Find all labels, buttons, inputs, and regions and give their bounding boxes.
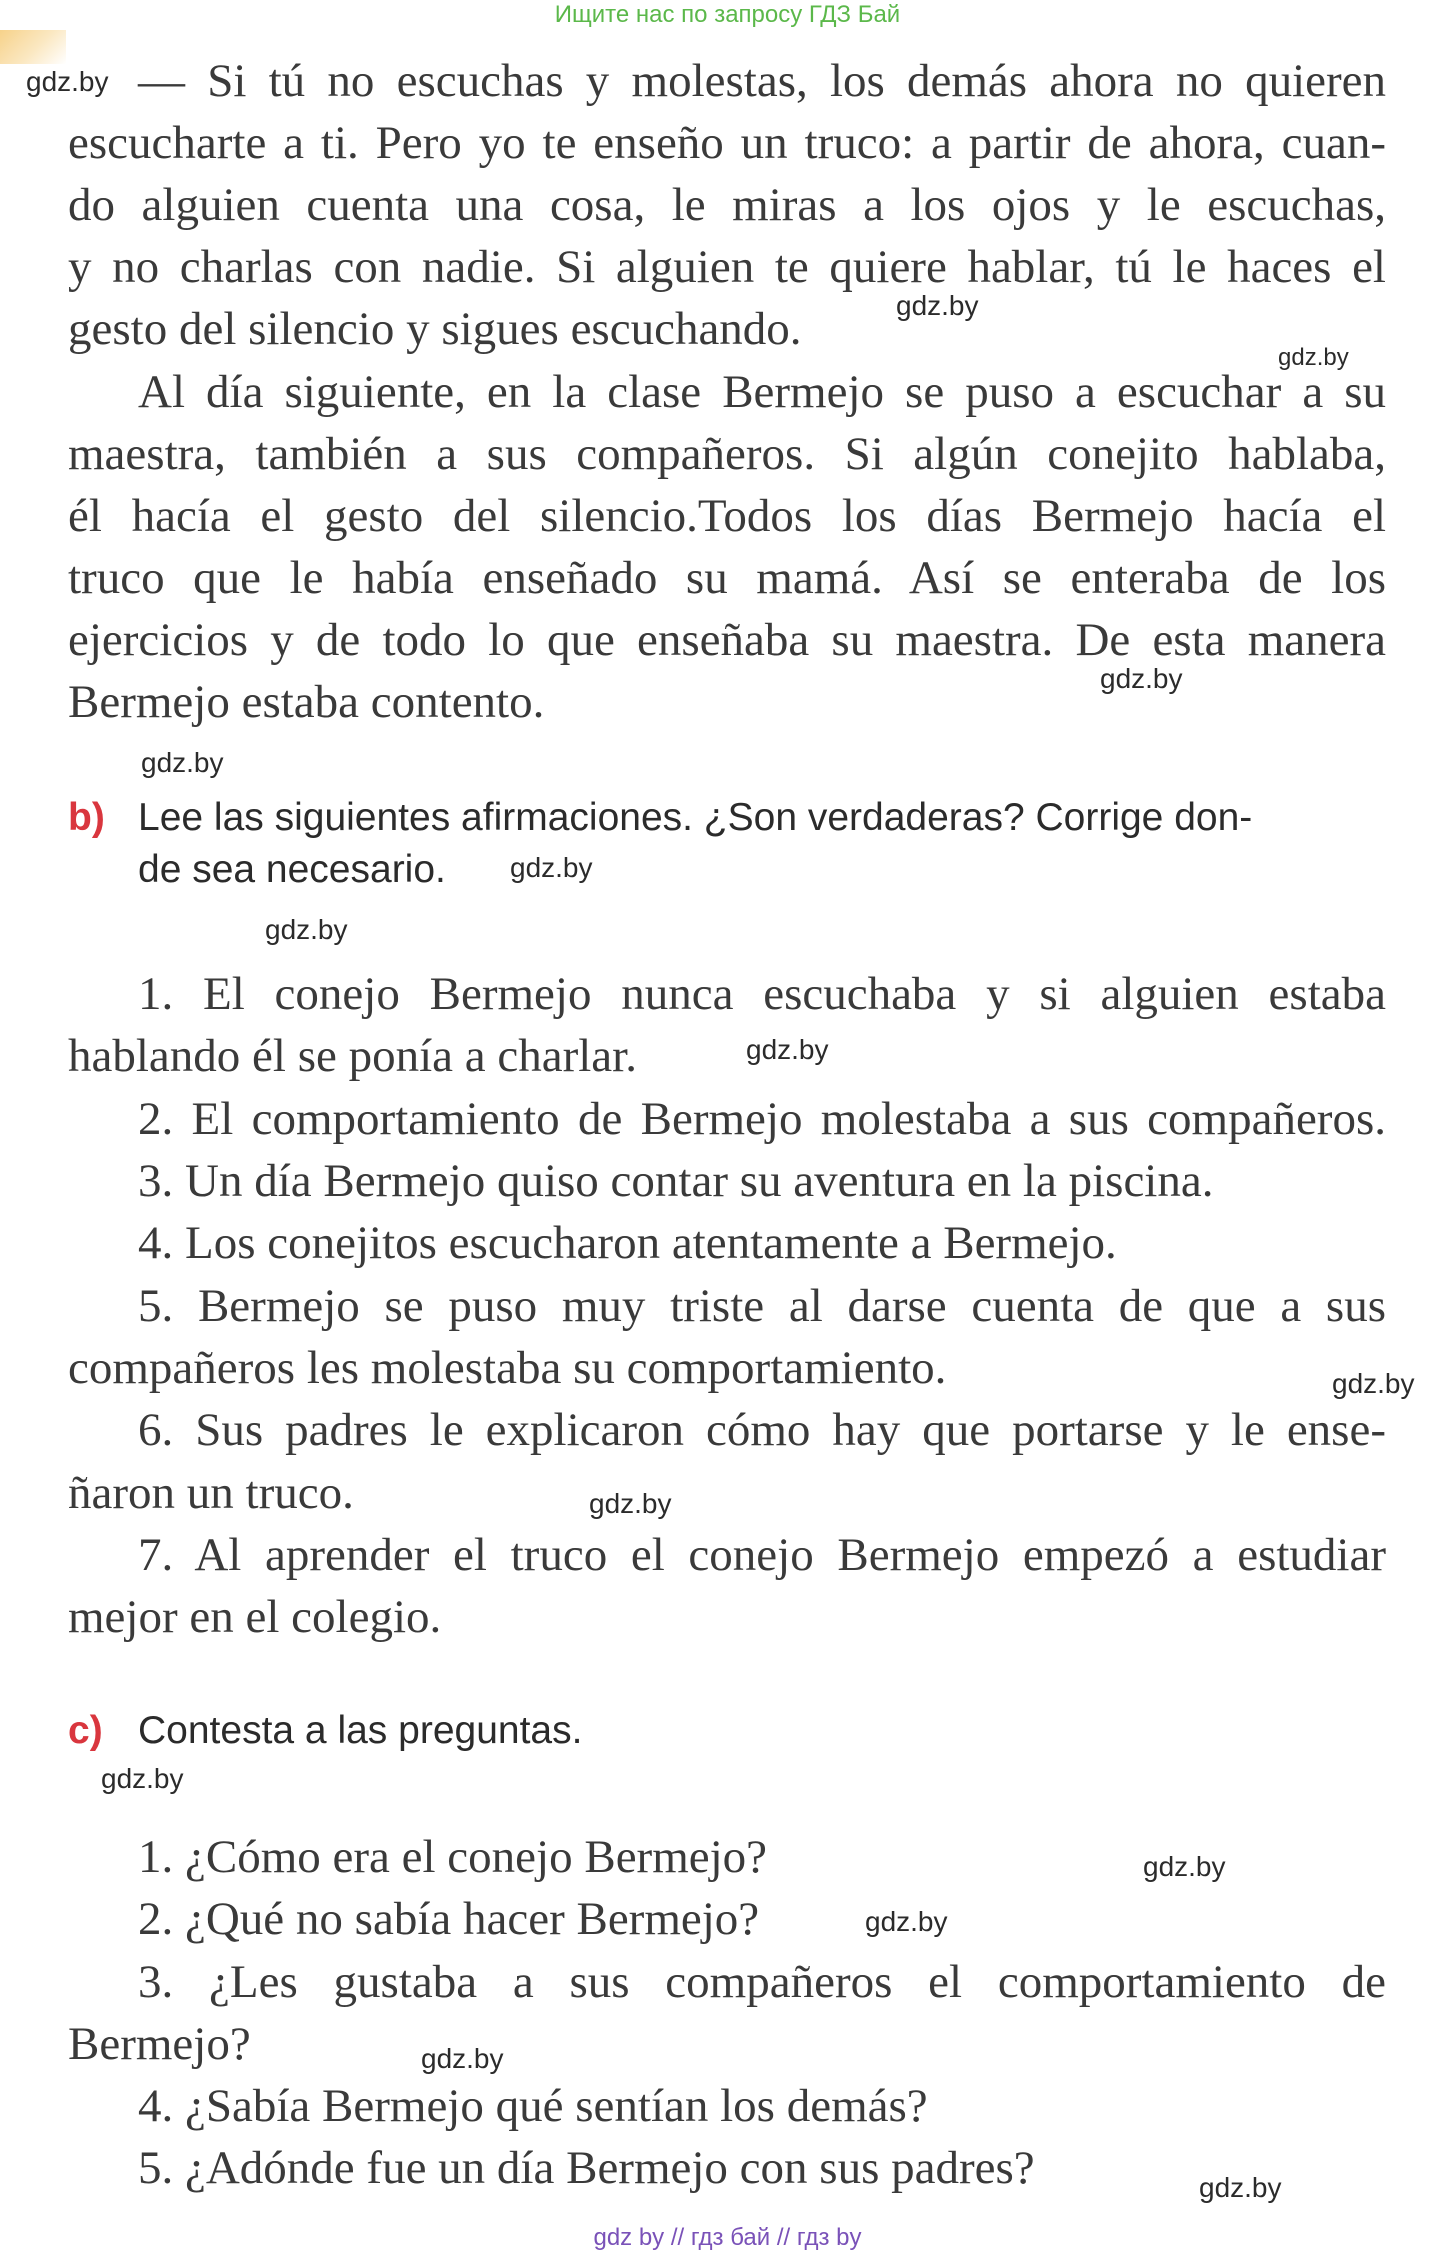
task-b-instruction-text: Lee las siguientes afirmaciones. ¿Son verdaderas? Corrige don- (138, 796, 1253, 839)
corner-decoration (0, 30, 66, 64)
task-c-label: c) (68, 1709, 103, 1752)
search-banner[interactable]: Ищите нас по запросу ГДЗ Бай (554, 1, 901, 28)
statement-line: ñaron un truco. (68, 1467, 354, 1519)
watermark-link[interactable]: gdz.by (101, 1763, 184, 1794)
story-line: — Si tú no escuchas y molestas, los demás ahora no quieren (138, 55, 1386, 107)
footer-watermark[interactable]: gdz by // гдз бай // гдз by (593, 2224, 862, 2251)
story-line: gesto del silencio y sigues escuchando. (68, 303, 802, 355)
watermark-link[interactable]: gdz.by (1278, 344, 1349, 371)
watermark-link[interactable]: gdz.by (589, 1488, 672, 1519)
question-line: 3. ¿Les gustaba a sus compañeros el comportamiento de (138, 1956, 1386, 2008)
watermark-link[interactable]: gdz.by (896, 290, 979, 321)
statement-line: 2. El comportamiento de Bermejo molestaba a sus compañeros. (138, 1093, 1386, 1145)
watermark-link[interactable]: gdz.by (1143, 1851, 1226, 1882)
watermark-link[interactable]: gdz.by (1199, 2172, 1282, 2203)
task-b-instruction (68, 792, 1252, 844)
question-line: 2. ¿Qué no sabía hacer Bermejo? (138, 1893, 760, 1945)
story-line: truco que le había enseñado su mamá. Así se enteraba de los (68, 552, 1386, 604)
statement-line: 4. Los conejitos escucharon atentamente a Bermejo. (138, 1217, 1117, 1269)
statement-line: 7. Al aprender el truco el conejo Bermejo empezó a estudiar (138, 1529, 1386, 1581)
task-b-instruction-cont: de sea necesario. (138, 848, 446, 891)
statement-line: 6. Sus padres le explicaron cómo hay que portarse y le ense- (138, 1404, 1386, 1456)
story-line: ejercicios y de todo lo que enseñaba su maestra. De esta manera (68, 614, 1386, 666)
statement-line: compañeros les molestaba su comportamiento. (68, 1342, 947, 1394)
question-line: 5. ¿Adónde fue un día Bermejo con sus padres? (138, 2142, 1035, 2194)
statement-line: hablando él se ponía a charlar. (68, 1030, 637, 1082)
watermark-link[interactable]: gdz.by (1332, 1368, 1415, 1399)
watermark-link[interactable]: gdz.by (26, 66, 109, 97)
story-line: él hacía el gesto del silencio.Todos los días Bermejo hacía el (68, 490, 1386, 542)
watermark-link[interactable]: gdz.by (421, 2043, 504, 2074)
statement-line: mejor en el colegio. (68, 1591, 442, 1643)
task-c-instruction (68, 1705, 582, 1757)
question-line: 4. ¿Sabía Bermejo qué sentían los demás? (138, 2080, 928, 2132)
watermark-link[interactable]: gdz.by (510, 852, 593, 883)
watermark-link[interactable]: gdz.by (746, 1034, 829, 1065)
story-line: y no charlas con nadie. Si alguien te quiere hablar, tú le haces el (68, 241, 1386, 293)
watermark-link[interactable]: gdz.by (265, 914, 348, 945)
task-c-instruction-text: Contesta a las preguntas. (138, 1709, 583, 1752)
question-line: Bermejo? (68, 2018, 251, 2070)
story-line: do alguien cuenta una cosa, le miras a los ojos y le escuchas, (68, 179, 1386, 231)
statement-line: 5. Bermejo se puso muy triste al darse cuenta de que a sus (138, 1280, 1386, 1332)
statement-line: 1. El conejo Bermejo nunca escuchaba y si alguien estaba (138, 968, 1386, 1020)
watermark-link[interactable]: gdz.by (865, 1906, 948, 1937)
watermark-link[interactable]: gdz.by (141, 747, 224, 778)
watermark-link[interactable]: gdz.by (1100, 663, 1183, 694)
statement-line: 3. Un día Bermejo quiso contar su aventura en la piscina. (138, 1155, 1214, 1207)
question-line: 1. ¿Cómo era el conejo Bermejo? (138, 1831, 768, 1883)
task-b-label: b) (68, 796, 105, 839)
story-line: escucharte a ti. Pero yo te enseño un truco: a partir de ahora, cuan- (68, 117, 1386, 169)
story-line: maestra, también a sus compañeros. Si algún conejito hablaba, (68, 428, 1386, 480)
story-line: Al día siguiente, en la clase Bermejo se puso a escuchar a su (138, 366, 1386, 418)
story-line: Bermejo estaba contento. (68, 676, 545, 728)
